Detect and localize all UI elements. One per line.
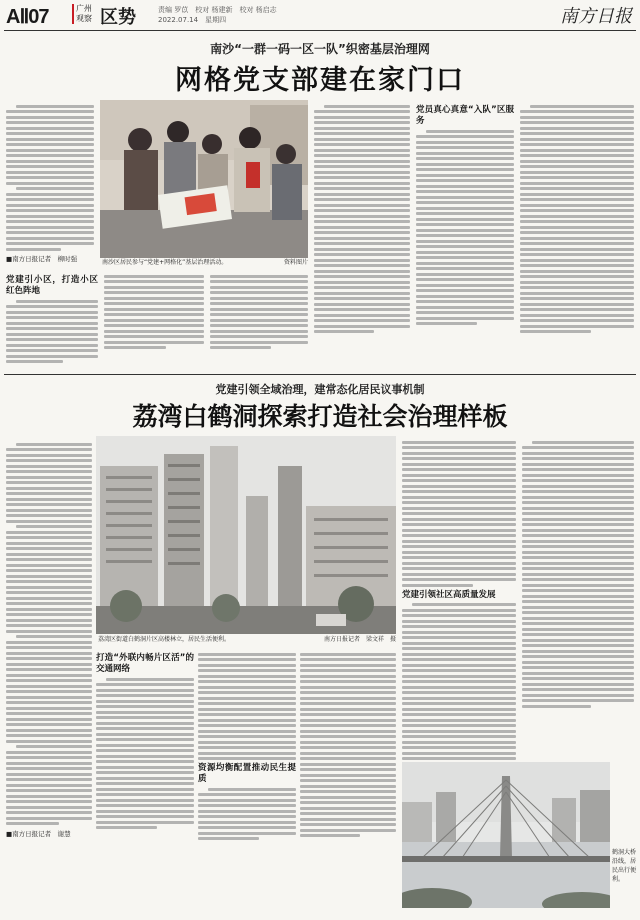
article1-photo <box>100 100 308 258</box>
article2-headline: 荔湾白鹤洞探索打造社会治理样板 <box>132 402 508 431</box>
article2-photo-buildings <box>96 436 396 634</box>
article2-column-4 <box>300 650 396 840</box>
article2-photo-caption: 荔湾区街道白鹤洞片区高楼林立，居民生活便利。 <box>98 636 231 643</box>
section-name: 区势 <box>100 7 136 28</box>
article2-kicker: 党建引领全域治理，建常态化居民议事机制 <box>215 383 425 396</box>
article1-column-1 <box>6 102 94 264</box>
article1-author: ■南方日报记者 柳时强 <box>6 254 78 263</box>
article2-column-1 <box>6 440 92 839</box>
article1-photo-credit: 资料图片 <box>283 259 308 266</box>
article2-author: ■南方日报记者 谢慧 <box>6 830 71 838</box>
article1-subhead-2: 党员真心真意“入队”区服务 <box>416 105 514 126</box>
article2-subhead-1: 打造“外联内畅片区活”的交通网络 <box>96 653 194 674</box>
article1-column-7 <box>520 102 634 336</box>
article1-column-5 <box>314 102 410 336</box>
article1-column-6 <box>416 102 514 328</box>
paper-logo: 南方日报 <box>560 6 632 27</box>
article1-subhead-1: 党建引小区，打造小区红色阵地 <box>6 275 98 296</box>
article1-column-2 <box>6 272 98 366</box>
article2-column-2 <box>96 650 194 832</box>
article2-photo-credit: 南方日报记者 梁文祥 摄 <box>323 636 396 643</box>
editor-line: 责编 罗苡 校对 杨建新 校对 杨启志 <box>158 6 277 14</box>
article1-headline: 网格党支部建在家门口 <box>175 65 465 96</box>
article1-photo-caption: 南沙区居民参与“党建+网格化”基层治理活动。 <box>102 259 228 266</box>
article-divider <box>4 374 636 375</box>
article2-column-3 <box>198 650 296 843</box>
date-line: 2022.07.14 星期四 <box>158 16 227 24</box>
edition-label <box>72 4 98 24</box>
article1-column-3 <box>104 272 204 352</box>
article1-kicker: 南沙“一群一码一区一队”织密基层治理网 <box>210 42 430 56</box>
editor-meta <box>158 5 277 25</box>
article1-column-4 <box>210 272 308 352</box>
masthead-rule <box>4 30 636 31</box>
edition-line-1: 广州 <box>76 4 92 13</box>
article2-subhead-2: 党建引领社区高质量发展 <box>402 589 496 600</box>
article2-subhead-3: 资源均衡配置推动民生提质 <box>198 763 296 784</box>
article2-bridge-caption: 鹤洞大桥沿线，居民出行便利。 <box>612 849 637 883</box>
page-number: AⅡ07 <box>6 6 49 28</box>
article2-photo-bridge <box>402 762 610 908</box>
masthead <box>0 0 640 30</box>
edition-line-2: 观察 <box>76 14 92 23</box>
article2-column-6 <box>522 438 634 710</box>
